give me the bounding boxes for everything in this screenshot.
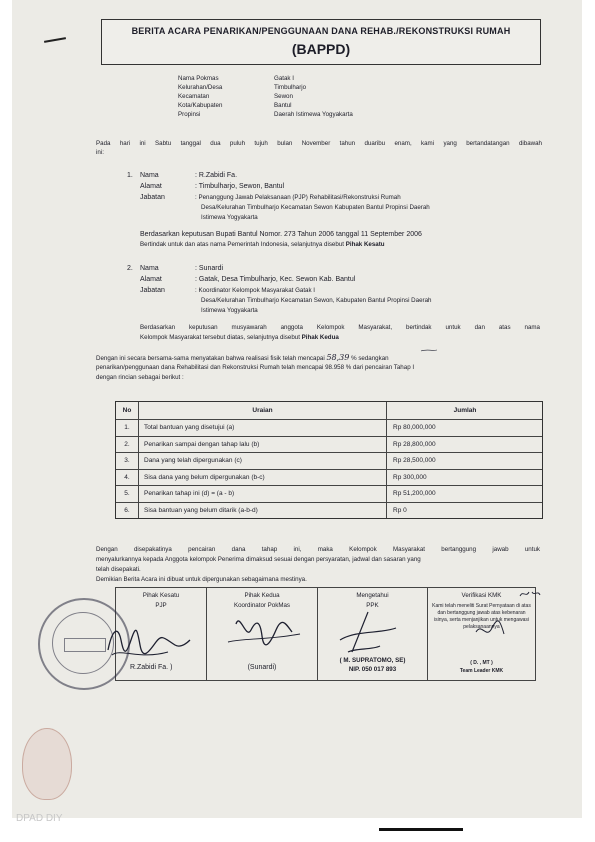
- header-jumlah: Jumlah: [453, 407, 477, 414]
- row-jumlah: Rp 51,200,000: [393, 490, 436, 498]
- row-jumlah: Rp 300,000: [393, 473, 427, 481]
- sig1-role: PJP: [155, 602, 167, 609]
- row-jumlah: Rp 80,000,000: [393, 424, 436, 432]
- signature-scribble-2: [236, 621, 292, 645]
- row-jumlah: Rp 28,500,000: [393, 457, 436, 465]
- stamp-center-box: [64, 638, 106, 652]
- sig2-title: Pihak Kedua: [244, 592, 280, 599]
- statement-line-3: dengan rincian sebagai berikut :: [96, 374, 184, 381]
- party2-address-label: Alamat: [140, 276, 162, 283]
- signature-scribble-2b: [228, 634, 300, 642]
- handwritten-percentage: 58,39: [326, 353, 350, 362]
- party1-act-bold: Pihak Kesatu: [345, 241, 385, 248]
- party2-basis-line-1: Berdasarkan keputusan musyawarah anggota Kelompok Masyarakat, bertindak untuk dan atas nama: [140, 324, 540, 331]
- official-stamp: [38, 598, 130, 690]
- sig3-name: ( M. SUPRATOMO, SE): [339, 657, 406, 664]
- row-uraian: Dana yang telah dipergunakan (c): [139, 453, 387, 469]
- sig3-role: PPK: [366, 602, 379, 609]
- sig2-name: (Sunardi): [247, 664, 277, 671]
- header-no: No: [116, 402, 139, 419]
- party1-position-line-1: : Penanggung Jawab Pelaksanaan (PJP) Rehabilitasi/Rekonstruksi Rumah: [195, 194, 401, 201]
- row-jumlah: Rp 28,800,000: [393, 440, 436, 448]
- info-value-1: Timbulharjo: [274, 84, 307, 91]
- info-label-1: Kelurahan/Desa: [178, 84, 223, 91]
- row-no: 2.: [116, 437, 139, 453]
- header-uraian: Uraian: [139, 402, 387, 419]
- party1-name-label: Nama: [140, 172, 159, 179]
- party2-position-line-2: Desa/Kelurahan Timbulharjo Kecamatan Sewon, Kabupaten Bantul Propinsi Daerah: [201, 297, 432, 304]
- handwritten-percent-mark: [421, 350, 437, 351]
- document-acronym: (BAPPD): [291, 41, 351, 57]
- row-uraian: Penarikan sampai dengan tahap lalu (b): [139, 437, 387, 453]
- info-label-4: Propinsi: [178, 111, 201, 118]
- intro-line-1: Pada hari ini Sabtu tanggal dua puluh tujuh bulan November tahun duaribu enam, kami yang bertandatangan dibawah: [96, 140, 542, 147]
- party2-name-label: Nama: [140, 265, 159, 272]
- party2-basis-text: Kelompok Masyarakat tersebut diatas, selanjutnya disebut: [140, 334, 300, 341]
- info-value-0: Gatak I: [274, 75, 294, 82]
- intro-line-2: ini:: [96, 149, 104, 156]
- watermark-text: DPAD DIY: [16, 813, 63, 824]
- closing-line-2: menyalurkannya kepada Anggota kelompok Penerima dimaksud sesuai dengan persyaratan, jadwal dan sasaran yang: [96, 556, 421, 563]
- party1-position-line-3: Istimewa Yogyakarta: [201, 214, 258, 221]
- document-title: BERITA ACARA PENARIKAN/PENGGUNAAN DANA REHAB./REKONSTRUKSI RUMAH: [131, 26, 511, 36]
- party2-basis-bold: Pihak Kedua: [301, 334, 339, 341]
- party1-number: 1.: [127, 172, 133, 179]
- info-label-3: Kota/Kabupaten: [178, 102, 223, 109]
- row-no: 5.: [116, 486, 139, 502]
- sig4-note-3: isinya, serta menjanjikan untuk mengawasi: [433, 617, 530, 623]
- statement-text-a: Dengan ini secara bersama-sama menyatakan bahwa realisasi fisik telah mencapai: [96, 355, 325, 362]
- sig3-nip: NIP. 050 017 893: [348, 666, 397, 673]
- signature-scribble-4: [476, 621, 504, 634]
- info-label-2: Kecamatan: [178, 93, 210, 100]
- info-value-2: Sewon: [274, 93, 293, 100]
- closing-line-1: Dengan disepakatinya pencairan dana tahap ini, maka Kelompok Masyarakat bertanggung jawab untuk: [96, 546, 540, 553]
- party1-act-text: Bertindak untuk dan atas nama Pemerintah Indonesia, selanjutnya disebut: [140, 241, 344, 248]
- party2-position-line-3: Istimewa Yogyakarta: [201, 307, 258, 314]
- sig3-title: Mengetahui: [356, 592, 389, 599]
- signature-scribble-3: [340, 612, 396, 652]
- party2-number: 2.: [127, 265, 133, 272]
- sig4-role: Team Leader KMK: [459, 668, 504, 674]
- party2-name: : Sunardi: [195, 265, 224, 272]
- party2-address: : Gatak, Desa Timbulharjo, Kec. Sewon Kab. Bantul: [195, 276, 356, 283]
- row-no: 4.: [116, 470, 139, 486]
- sig1-name: R.Zabidi Fa. ): [130, 664, 173, 671]
- sig1-title: Pihak Kesatu: [142, 592, 180, 599]
- info-label-0: Nama Pokmas: [178, 75, 219, 82]
- info-value-3: Bantul: [274, 102, 292, 109]
- logo-emblem: [22, 728, 72, 800]
- party2-position-label: Jabatan: [140, 287, 165, 294]
- row-uraian: Sisa dana yang belum dipergunakan (b-c): [139, 470, 387, 486]
- sig4-name: ( D. , MT ): [470, 660, 493, 666]
- closing-line-4: Demikian Berita Acara ini dibuat untuk dipergunakan sebagaimana mestinya.: [96, 576, 307, 583]
- handwritten-initials: [520, 592, 540, 596]
- party1-basis: Berdasarkan keputusan Bupati Bantul Nomor. 273 Tahun 2006 tanggal 11 September 2006: [140, 231, 422, 238]
- party1-position-line-2: Desa/Kelurahan Timbulharjo Kecamatan Sewon Kabupaten Bantul Propinsi Daerah: [201, 204, 430, 211]
- party2-position-line-1: : Koordinator Kelompok Masyarakat Gatak I: [195, 287, 316, 294]
- sig4-note-2: dan bertanggung jawab atas kebenaran: [437, 610, 526, 616]
- party1-address-label: Alamat: [140, 183, 162, 190]
- row-uraian: Sisa bantuan yang belum ditarik (a-b-d): [139, 503, 387, 519]
- row-uraian: Penarikan tahap ini (d) = (a - b): [139, 486, 387, 502]
- row-no: 1.: [116, 420, 139, 436]
- sig4-title: Verifikasi KMK: [461, 592, 502, 599]
- info-value-4: Daerah Istimewa Yogyakarta: [274, 111, 353, 118]
- sig2-role: Koordinator PokMas: [233, 602, 291, 609]
- sig4-note-1: Kami telah meneliti Surat Pernyataan di atas: [432, 603, 531, 609]
- row-jumlah: Rp 0: [393, 506, 407, 514]
- party1-position-label: Jabatan: [140, 194, 165, 201]
- closing-line-3: telah disepakati.: [96, 566, 141, 573]
- row-no: 3.: [116, 453, 139, 469]
- statement-text-b: % sedangkan: [351, 355, 389, 362]
- sig4-note-4: pelaksanaannya: [463, 624, 500, 630]
- statement-line-2: penarikan/penggunaan dana Rehabilitasi dan Rekonstruksi Rumah telah mencapai 98.958 % dari pencairan Tahap I: [96, 364, 415, 371]
- row-no: 6.: [116, 503, 139, 519]
- row-uraian: Total bantuan yang disetujui (a): [139, 420, 387, 436]
- party1-address: : Timbulharjo, Sewon, Bantul: [195, 183, 285, 190]
- bottom-line: [379, 828, 463, 831]
- party1-name: : R.Zabidi Fa.: [195, 172, 238, 179]
